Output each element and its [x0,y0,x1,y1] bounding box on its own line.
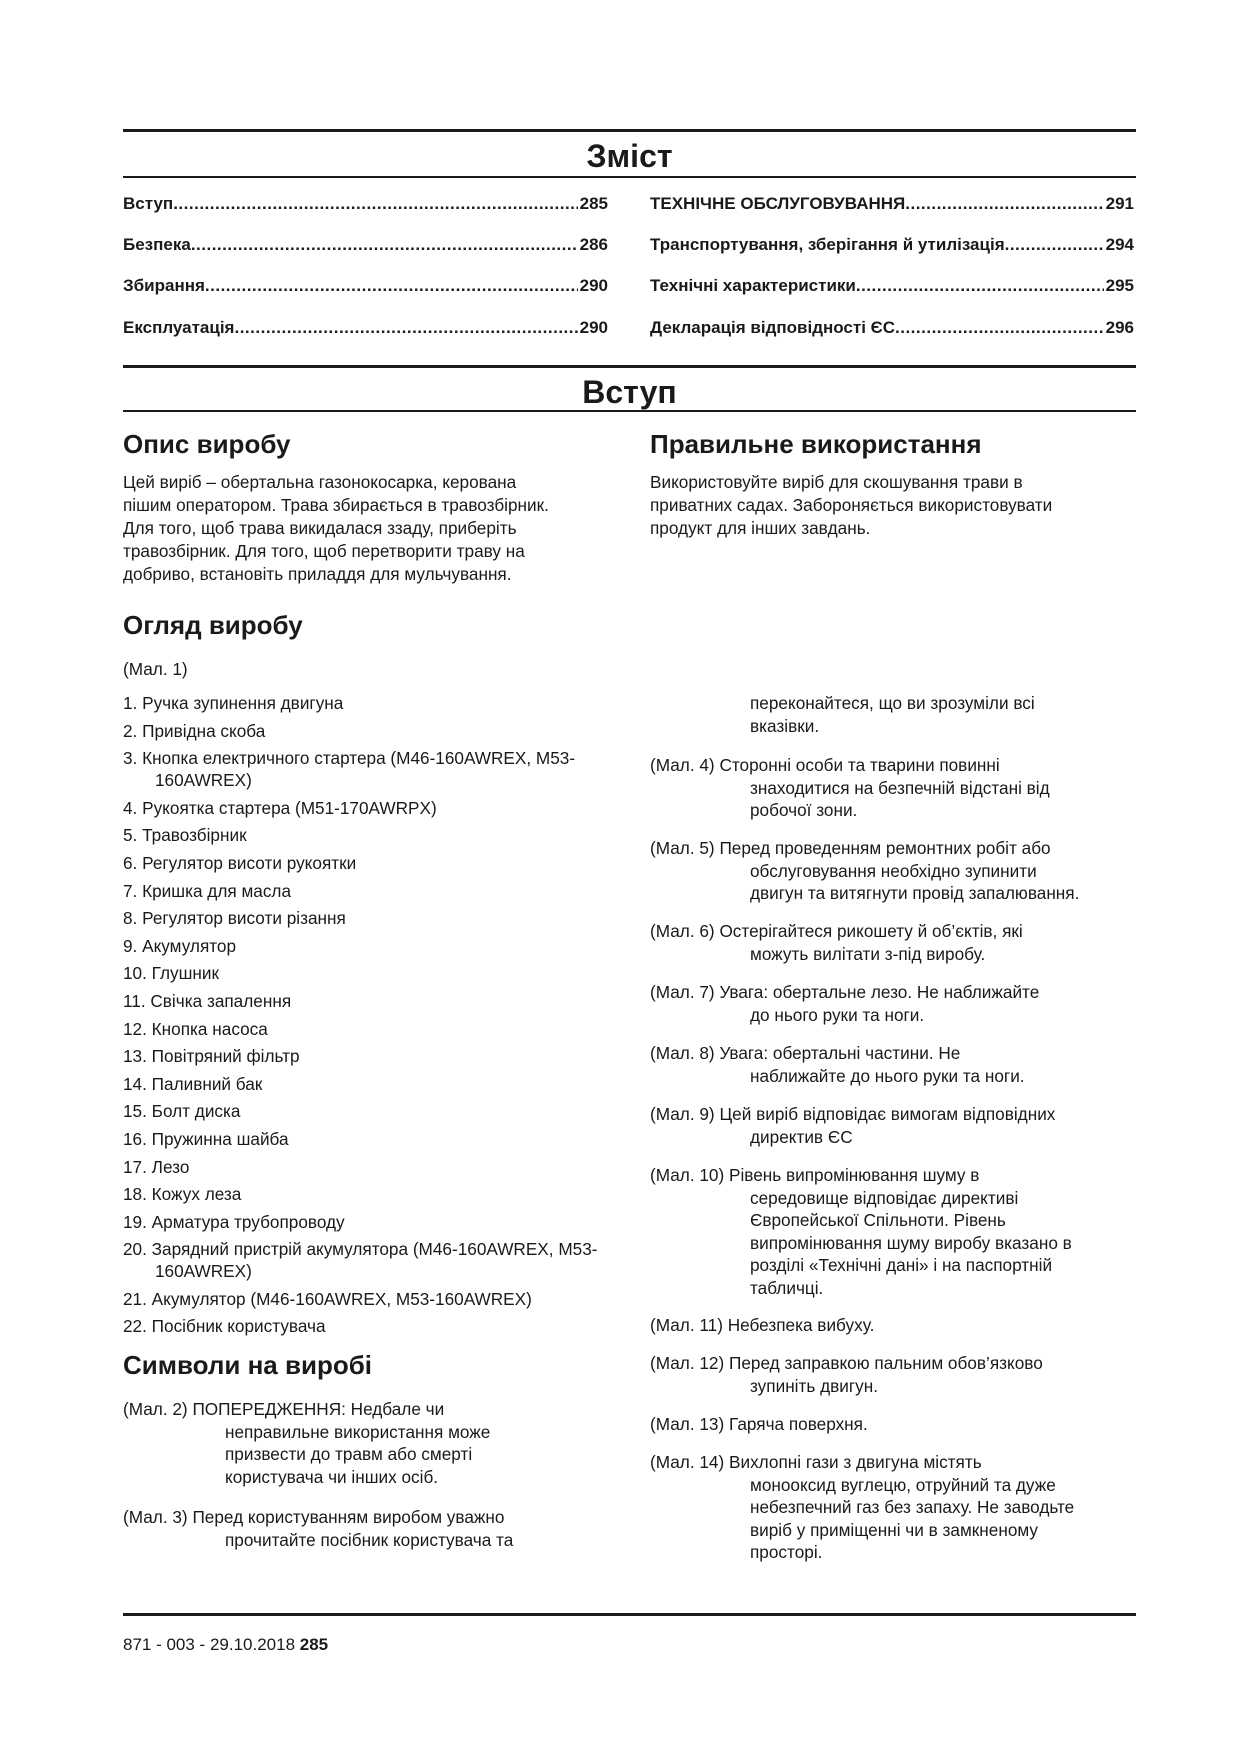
overview-fig-ref: (Мал. 1) [123,659,188,679]
symbol-item-12: (Мал. 12) Перед заправкою пальним обов’язково зупиніть двигун. [650,1353,1043,1396]
toc-entry-maintenance[interactable]: ТЕХНІЧНЕ ОБСЛУГОВУВАННЯ ..... 291 [650,193,1134,215]
toc-entry-specs[interactable]: Технічні характеристики ..... 295 [650,275,1134,297]
list-item: 18. Кожух леза [123,1184,242,1205]
overview-list [123,692,618,1343]
list-item: 20. Зарядний пристрій акумулятора (M46-160AWREX, M53-160AWREX) [123,1239,598,1282]
intro-top-rule [123,365,1136,368]
symbol-item-7: (Мал. 7) Увага: обертальне лезо. Не наближайте до нього руки та ноги. [650,982,1040,1025]
list-item: 9. Акумулятор [123,935,237,956]
list-item: 22. Посібник користувача [123,1316,326,1337]
toc-entry-safety[interactable]: Безпека ..... 286 [123,234,608,256]
list-item: 16. Пружинна шайба [123,1128,289,1149]
list-item: 13. Повітряний фільтр [123,1046,300,1067]
symbol-item-3: (Мал. 3) Перед користуванням виробом уважно прочитайте посібник користувача та [123,1507,514,1550]
toc-entry-transport[interactable]: Транспортування, зберігання й утилізація ..... 294 [650,234,1134,256]
overview-heading: Огляд виробу [123,610,303,640]
symbol-item-9: (Мал. 9) Цей виріб відповідає вимогам відповідних директив ЄС [650,1104,1056,1147]
toc-entry-declaration[interactable]: Декларація відповідності ЄС ..... 296 [650,317,1134,339]
list-item: 3. Кнопка електричного стартера (M46-160AWREX, M53-160AWREX) [123,748,576,791]
toc-top-rule [123,129,1136,132]
symbol-item-14: (Мал. 14) Вихлопні гази з двигуна містять монооксид вуглецю, отруйний та дуже небезпечний газ без запаху. Не заводьте виріб у приміщенні чи в замкненому просторі. [650,1452,1075,1562]
symbol-item-5: (Мал. 5) Перед проведенням ремонтних робіт або обслуговування необхідно зупинити двигун та витягнути провід запалювання. [650,838,1080,903]
proper-use-heading: Правильне використання [650,429,982,459]
intro-bottom-rule [123,410,1136,412]
list-item: 12. Кнопка насоса [123,1018,268,1039]
intro-title: Вступ [582,374,677,410]
symbol-item-2: (Мал. 2) ПОПЕРЕДЖЕННЯ: Недбале чи неправильне використання може призвести до травм або смерті користувача чи інших осіб. [123,1399,491,1487]
list-item: 11. Свічка запалення [123,990,292,1011]
list-item: 7. Кришка для масла [123,880,291,901]
list-item: 2. Привідна скоба [123,720,266,741]
proper-use-text: Використовуйте виріб для скошування трави в приватних садах. Забороняється використовувати продукт для інших завдань. [650,472,1053,538]
list-item: 14. Паливний бак [123,1073,263,1094]
symbol-item-6: (Мал. 6) Остерігайтеся рикошету й об’єктів, які можуть вилітати з-під виробу. [650,921,1023,964]
description-text: Цей виріб – обертальна газонокосарка, керована пішим оператором. Трава збирається в травозбірник. Для того, щоб трава викидалася ззаду, приберіть травозбірник. Для того, щоб перетворити траву на добриво, встановіть приладдя для мульчування. [123,472,549,584]
list-item: 19. Арматура трубопроводу [123,1211,345,1232]
list-item: 10. Глушник [123,963,220,984]
list-item: 6. Регулятор висоти рукоятки [123,852,357,873]
toc-entry-intro[interactable]: Вступ ..... 285 [123,193,608,215]
toc-title: Зміст [586,138,673,174]
symbol-item-4: (Мал. 4) Сторонні особи та тварини повинні знаходитися на безпечній відстані від робочої зони. [650,755,1050,820]
list-item: 1. Ручка зупинення двигуна [123,693,344,713]
symbols-heading: Символи на виробі [123,1350,372,1380]
symbol-item-10: (Мал. 10) Рівень випромінювання шуму в середовище відповідає директиві Європейської Спільноти. Рівень випромінювання шуму виробу вказано в розділі «Технічні дані» і на паспортній табличці. [650,1165,1072,1298]
list-item: 4. Рукоятка стартера (M51-170AWRPX) [123,797,437,818]
symbol-item-3-continuation: переконайтеся, що ви зрозуміли всі вказівки. [750,693,1035,736]
symbol-item-13: (Мал. 13) Гаряча поверхня. [650,1414,868,1434]
footer-rule [123,1613,1136,1616]
symbol-item-8: (Мал. 8) Увага: обертальні частини. Не наближайте до нього руки та ноги. [650,1043,1025,1086]
list-item: 21. Акумулятор (M46-160AWREX, M53-160AWREX) [123,1288,532,1309]
list-item: 17. Лезо [123,1156,190,1177]
list-item: 15. Болт диска [123,1101,241,1122]
toc-entry-operation[interactable]: Експлуатація ..... 290 [123,317,608,339]
symbol-item-11: (Мал. 11) Небезпека вибуху. [650,1315,875,1335]
footer-doc-id: 871 - 003 - 29.10.2018 [123,1635,296,1654]
list-item: 5. Травозбірник [123,825,247,846]
description-heading: Опис виробу [123,429,291,459]
list-item: 8. Регулятор висоти різання [123,908,346,929]
page-footer [123,1634,328,1656]
footer-page-number: 285 [299,1635,329,1654]
toc-bottom-rule [123,176,1136,178]
toc-entry-assembly[interactable]: Збирання ..... 290 [123,275,608,297]
